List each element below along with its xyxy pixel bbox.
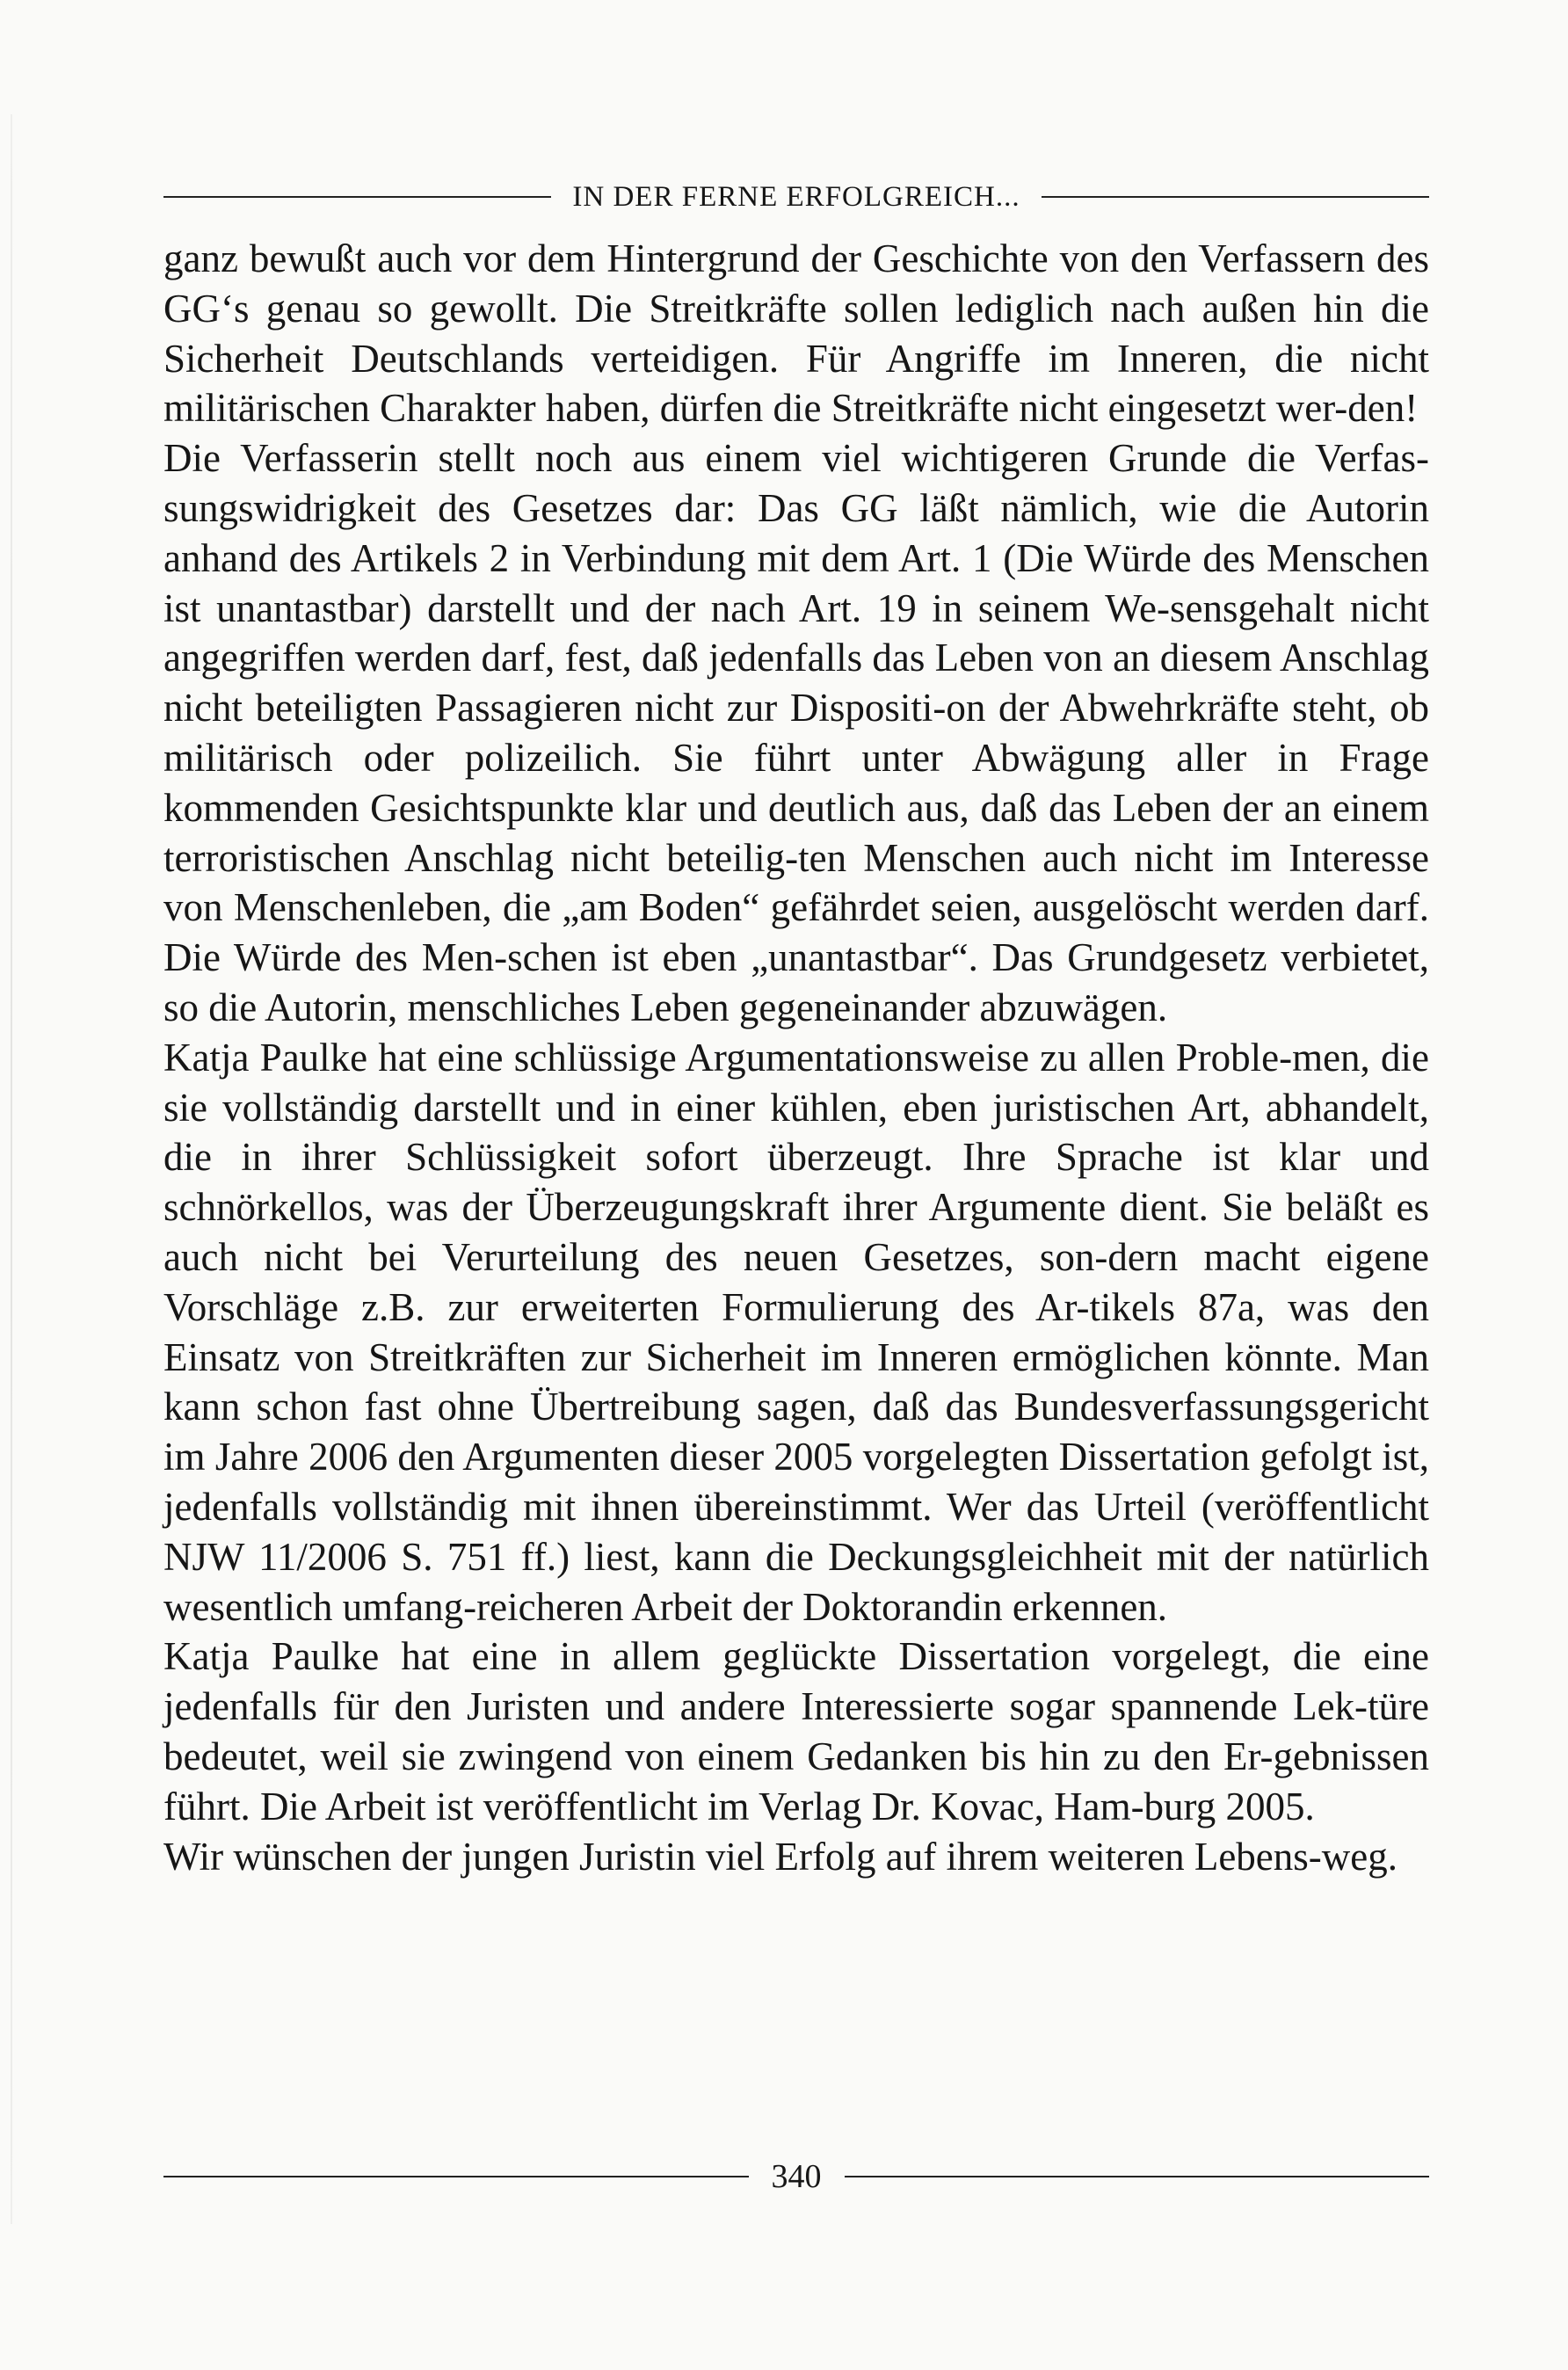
body-text (163, 234, 1429, 1881)
paragraph: Die Verfasserin stellt noch aus einem viel wichtigeren Grunde die Verfas-sungswidrigkeit des Gesetzes dar: Das GG läßt nämlich, wie die Autorin anhand des Artikels 2 in Verbindung mit dem Art. 1 (Die Würde des Menschen ist unantastbar) darstellt und der nach Art. 19 in seinem We-sensgehalt nicht angegriffen werden darf, fest, daß jedenfalls das Leben von an diesem Anschlag nicht beteiligten Passagieren nicht zur Dispositi-on der Abwehrkräfte steht, ob militärisch oder polizeilich. Sie führt unter Abwägung aller in Frage kommenden Gesichtspunkte klar und deutlich aus, daß das Leben der an einem terroristischen Anschlag nicht beteilig-ten Menschen auch nicht im Interesse von Menschenleben, die „am Boden“ gefährdet seien, ausgelöscht werden darf. Die Würde des Men-schen ist eben „unantastbar“. Das Grundgesetz verbietet, so die Autorin, menschliches Leben gegeneinander abzuwägen. (163, 436, 1429, 1029)
header-rule-left (163, 196, 551, 198)
page-edge-shadow (11, 114, 12, 2224)
running-title: IN DER FERNE ERFOLGREICH... (572, 180, 1020, 213)
page-footer (163, 2148, 1429, 2205)
footer-rule-right (845, 2176, 1430, 2177)
paragraph: ganz bewußt auch vor dem Hintergrund der Geschichte von den Verfassern des GG‘s genau so gewollt. Die Streitkräfte sollen lediglich nach außen hin die Sicherheit Deutschlands verteidigen. Für Angriffe im Inneren, die nicht militärischen Charakter haben, dürfen die Streitkräfte nicht eingesetzt wer-den! (163, 236, 1429, 431)
footer-rule-left (163, 2176, 749, 2177)
header-rule-right (1042, 196, 1429, 198)
page-number: 340 (771, 2158, 822, 2195)
running-header (163, 172, 1429, 222)
paragraph: Wir wünschen der jungen Juristin viel Erfolg auf ihrem weiteren Lebens-weg. (163, 1834, 1397, 1879)
paragraph: Katja Paulke hat eine schlüssige Argumentationsweise zu allen Proble-men, die sie vollständig darstellt und in einer kühlen, eben juristischen Art, abhandelt, die in ihrer Schlüssigkeit sofort überzeugt. Ihre Sprache ist klar und schnörkellos, was der Überzeugungskraft ihrer Argumente dient. Sie beläßt es auch nicht bei Verurteilung des neuen Gesetzes, son-dern macht eigene Vorschläge z.B. zur erweiterten Formulierung des Ar-tikels 87a, was den Einsatz von Streitkräften zur Sicherheit im Inneren ermöglichen könnte. Man kann schon fast ohne Übertreibung sagen, daß das Bundesverfassungsgericht im Jahre 2006 den Argumenten dieser 2005 vorgelegten Dissertation gefolgt ist, jedenfalls vollständig mit ihnen übereinstimmt. Wer das Urteil (veröffentlicht NJW 11/2006 S. 751 ff.) liest, kann die Deckungsgleichheit mit der natürlich wesentlich umfang-reicheren Arbeit der Doktorandin erkennen. (163, 1035, 1429, 1629)
paragraph: Katja Paulke hat eine in allem geglückte Dissertation vorgelegt, die eine jedenfalls für den Juristen und andere Interessierte sogar spannende Lek-türe bedeutet, weil sie zwingend von einem Gedanken bis hin zu den Er-gebnissen führt. Die Arbeit ist veröffentlicht im Verlag Dr. Kovac, Ham-burg 2005. (163, 1634, 1429, 1828)
